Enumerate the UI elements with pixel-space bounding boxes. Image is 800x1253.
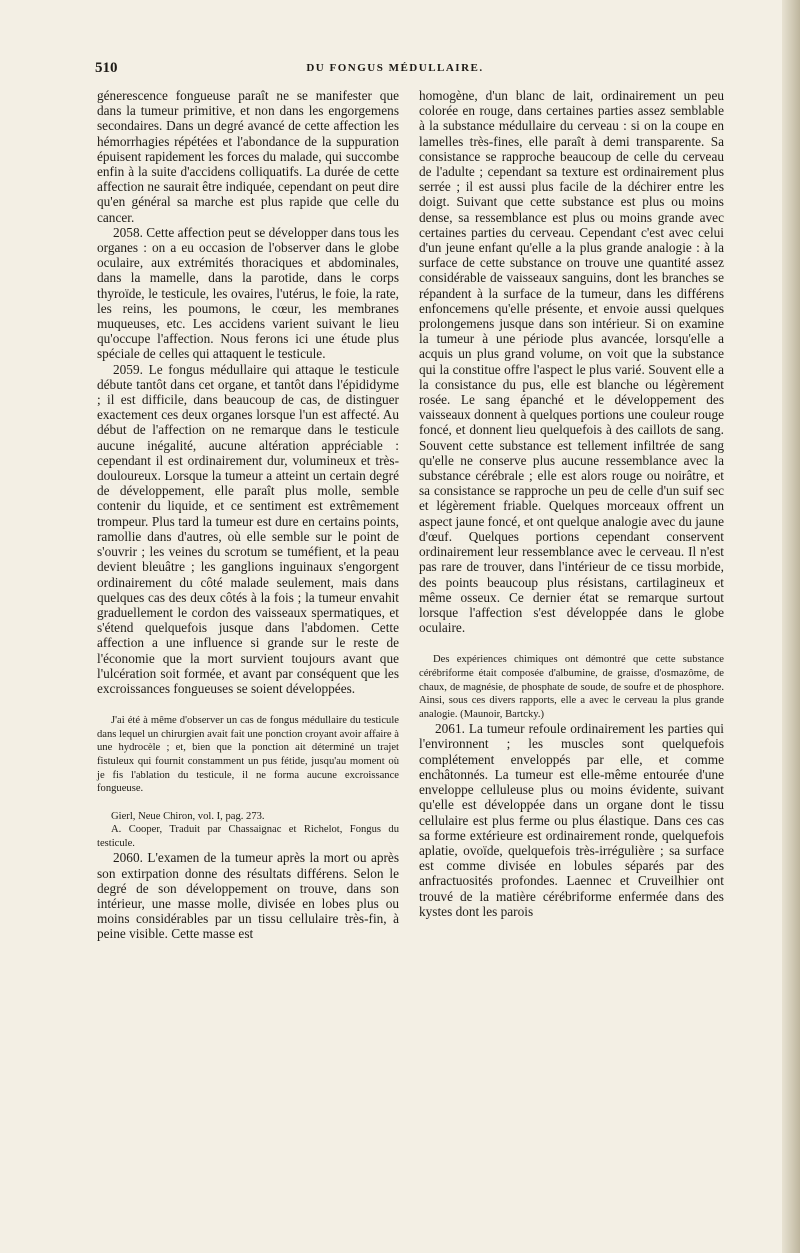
paragraph-2060: 2060. L'examen de la tumeur après la mort ou après son extirpation donne des résultats différens. Selon le degré de son développement on trouve, dans son intérieur, une masse molle, divisée en lobes plus ou moins considérables par un tissu cellulaire très-fin, à peine visible. Cette masse est bbox=[97, 850, 399, 942]
footnote-text: Des expériences chimiques ont démontré que cette substance cérébriforme était composée d'albumine, de graisse, d'osmazôme, de chaux, de magnésie, de phosphate de soude, de soufre et de phosphore. Ainsi, sous ces divers rapports, elle a avec le cerveau la plus grande analogie. (Maunoir, Bartcky.) bbox=[419, 654, 724, 720]
page-header bbox=[95, 60, 695, 80]
page-edge bbox=[782, 0, 800, 1253]
running-head: DU FONGUS MÉDULLAIRE. bbox=[306, 62, 484, 74]
paragraph-2061: 2061. La tumeur refoule ordinairement les parties qui l'environnent ; les muscles sont quelquefois complétement enveloppés par elle, et comme enchâtonnés. La tumeur est elle-même entourée d'une enveloppe celluleuse plus ou moins évidente, suivant qu'elle est développée dans un organe dont le tissu cellulaire est plus ferme ou plus élastique. Dans ces cas sa forme extérieure est ordinairement ronde, quelquefois aplatie, ovoïde, quelquefois très-irrégulière ; sa surface est comme divisée en lobules séparés par des anfractuosités profondes. Laennec et Cruveilhier ont trouvé de la matière cérébriforme enfermée dans des kystes dont les parois bbox=[419, 721, 724, 919]
paragraph: homogène, d'un blanc de lait, ordinairement un peu colorée en rouge, dans certaines parties assez semblable à la substance médullaire du cerveau : si on la coupe en lamelles très-fines, elle paraît à demi transparente. Sa consistance se rapproche beaucoup de celle du cerveau de l'adulte ; cependant sa texture est ordinairement plus serrée ; il est aussi plus facile de la déchirer entre les doigt. Suivant que cette substance est plus ou moins dense, sa ressemblance est plus ou moins grande avec certaines parties du cerveau. Cependant c'est avec celui d'un jeune enfant qu'elle a la plus grande analogie : à la surface de cette substance on trouve une quantité assez considérable de vaisseaux sanguins, dont les branches se répandent à la surface de la tumeur, dans les différens enfoncemens qu'elle présente, et envoie aussi quelques prolongemens jusque dans son intérieur. Si on examine la tumeur à une période plus avancée, lorsqu'elle a acquis un plus grand volume, on voit que la substance qui la constitue offre l'aspect le plus varié. Souvent elle a la consistance du pus, elle est blanche ou légèrement rosée. Le sang épanché et le développement des vaisseaux donnent à quelques portions une couleur rouge foncé, et donnent lieu quelquefois à des caillots de sang. Souvent cette substance est tellement infiltrée de sang qu'elle ne conserve plus aucune ressemblance avec la substance cérébrale ; elle est alors rouge ou noirâtre, et sa consistance se rapproche un peu de celle d'un suif sec et légèrement friable. Quelques morceaux offrent un aspect jaune foncé, et ont quelque analogie avec du jaune d'œuf. Quelques portions cependant conservent ordinairement leur ressemblance avec le cerveau. Il n'est pas rare de trouver, dans l'intérieur de ce tissu morbide, des points beaucoup plus résistans, cartilagineux et même osseux. Ce dernier état se remarque surtout lorsque l'affection s'est développée dans le globe oculaire. bbox=[419, 88, 724, 636]
paragraph: génerescence fongueuse paraît ne se manifester que dans la tumeur primitive, et non dans les engorgemens secondaires. Dans un degré avancé de cette affection les hémorrhagies répétées et l'abondance de la suppuration épuisent rapidement les forces du malade, qui succombe enfin à la suite d'accidens colliquatifs. La durée de cette affection ne saurait être indiquée, cependant on peut dire qu'en général sa marche est plus rapide que celle du cancer. bbox=[97, 88, 399, 225]
paragraph-2058: 2058. Cette affection peut se développer dans tous les organes : on a eu occasion de l'observer dans le globe oculaire, aux extrémités thoraciques et abdominales, dans la mamelle, dans la parotide, dans le corps thyroïde, le testicule, les ovaires, l'utérus, le foie, la rate, les reins, les poumons, le cœur, les membranes muqueuses, etc. Les accidens varient suivant le lieu qu'occupe l'affection. Nous ferons ici une étude plus spéciale de celles qui attaquent le testicule. bbox=[97, 224, 399, 362]
paragraph-2059: 2059. Le fongus médullaire qui attaque le testicule débute tantôt dans cet organe, et tantôt dans l'épididyme ; il est difficile, dans beaucoup de cas, de distinguer exactement ces deux organes lorsque l'un est affecté. Au début de l'affection on ne remarque dans le testicule aucune inégalité, aucune altération appréciable : cependant il est ordinairement dur, volumineux et très-douloureux. Lorsque la tumeur a atteint un certain degré de développement, elle paraît plus molle, semble contenir du liquide, et ce sentiment est extrêmement trompeur. Plus tard la tumeur est dure en certains points, ramollie dans d'autres, où elle semble sur le point de s'ouvrir ; les veines du scrotum se tuméfient, et la peau devient bleuâtre ; les ganglions inguinaux s'engorgent ordinairement du côté malade seulement, mais dans quelques cas des deux côtés à la fois ; la tumeur envahit graduellement le cordon des vaisseaux spermatiques, et s'étend quelquefois jusque dans l'abdomen. Cette affection a une influence si grande sur le reste de l'économie que la mort survient toujours avant que l'ulcération soit formée, et avant par conséquent que les excroissances fongueuses se soient développées. bbox=[97, 361, 399, 696]
footnote bbox=[419, 653, 724, 721]
right-column bbox=[419, 88, 724, 919]
citation-cooper: A. Cooper, Traduit par Chassaignac et Richelot, Fongus du testicule. bbox=[97, 824, 399, 849]
citation-gierl: Gierl, Neue Chiron, vol. I, pag. 273. bbox=[111, 810, 265, 822]
footnote bbox=[97, 714, 399, 850]
left-column bbox=[97, 88, 399, 942]
page-number: 510 bbox=[95, 60, 118, 76]
footnote-text: J'ai été à même d'observer un cas de fongus médullaire du testicule dans lequel un chirurgien avait fait une ponction croyant avoir affaire à une hydrocèle ; et, bien que la ponction ait déterminé un trajet fistuleux qui fournit constamment un pus fétide, jusqu'au moment où je fis l'ablation du testicule, il ne forma aucune excroissance fongueuse. bbox=[97, 715, 399, 795]
